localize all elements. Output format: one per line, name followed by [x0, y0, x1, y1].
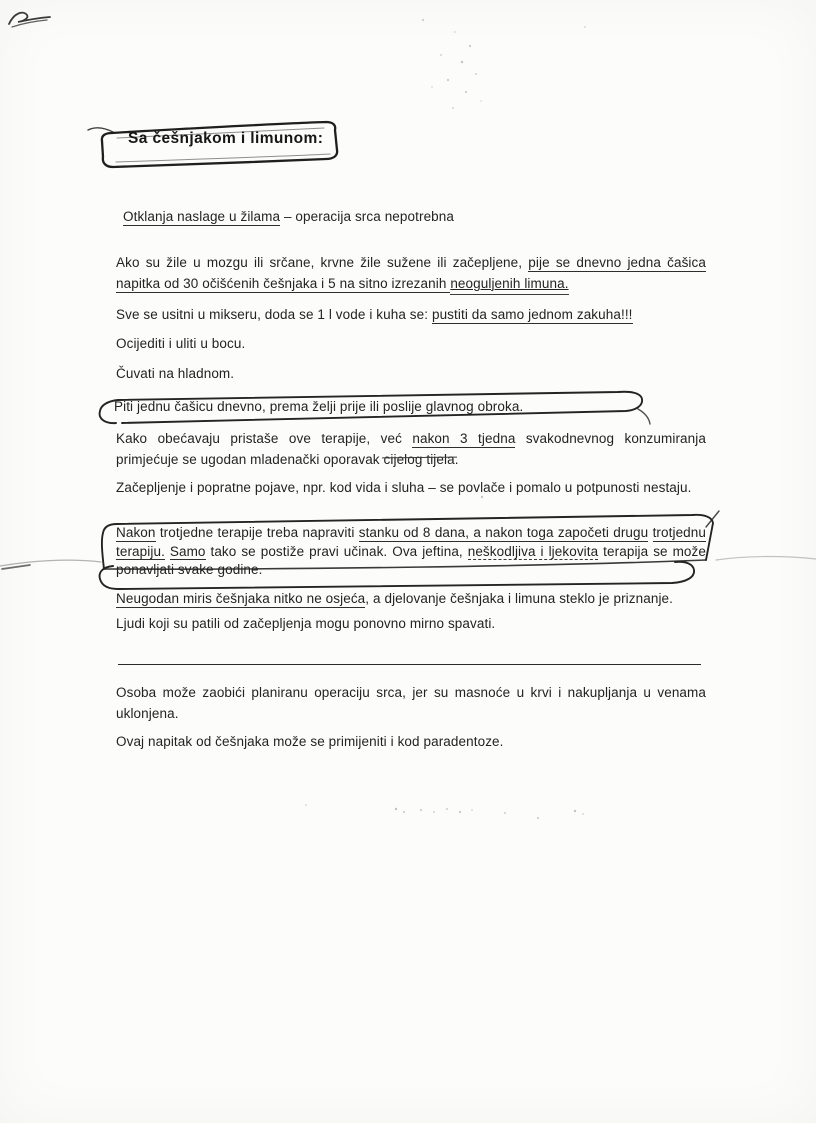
paragraph-strain: Ocijediti i uliti u bocu. [116, 336, 246, 351]
text-segment: nakon 3 tjedna [412, 431, 516, 446]
text-segment: Kako obećavaju pristaše ove terapije, već [116, 431, 413, 446]
paragraph-intro [116, 252, 706, 294]
text-segment: neoguljenih limuna. [450, 276, 568, 295]
text-segment: svakodnevnog konzumiranja primjećuje se ugodan mladenački oporavak [116, 431, 706, 467]
section-divider-line [118, 664, 701, 665]
text-segment: stanku od 8 dana, a nakon toga započeti drugu [358, 525, 649, 540]
text-segment: Neugodan miris češnjaka nitko ne osjeća [116, 591, 366, 606]
text-segment: , a djelovanje češnjaka i limuna steklo je priznanje. [365, 591, 674, 606]
paragraph-sleep: Ljudi koji su patili od začepljenja mogu ponovno mirno spavati. [116, 616, 496, 631]
subtitle-line [123, 206, 603, 227]
text-segment [648, 525, 652, 540]
page-title: Sa češnjakom i limunom: [128, 130, 324, 147]
text-segment: Nakon [116, 525, 156, 540]
paragraph-keep-cold: Čuvati na hladnom. [116, 366, 235, 381]
handwritten-scribble [9, 13, 50, 27]
text-segment: – operacija srca nepotrebna [280, 209, 455, 224]
boxed-cycle-paragraph [116, 524, 706, 580]
text-segment: tako se postiže pravi učinak. Ova jeftina, [205, 543, 468, 559]
text-segment: pije se dnevno jedna čašica napitka od 30 očišćenih češnjaka i 5 na sitno izrezanih [116, 255, 706, 291]
text-segment: neškodljiva i ljekovita [467, 543, 599, 559]
text-segment: pustiti da samo jednom zakuha!!! [431, 307, 633, 322]
text-segment: Otklanja naslage u žilama [123, 209, 281, 224]
text-segment: Sve se usitni u mikseru, doda se 1 l vode i kuha se: [116, 307, 432, 322]
paragraph-promise [116, 428, 706, 470]
boxed-dose-line: Piti jednu čašicu dnevno, prema želji prije ili poslije glavnog obroka. [114, 399, 524, 414]
text-segment: trotjednu terapiju. [116, 525, 706, 559]
text-segment: . [454, 452, 459, 467]
paragraph-smell [116, 588, 756, 609]
text-segment: trotjedne terapije treba napraviti [155, 525, 359, 540]
paragraph-periodontitis: Ovaj napitak od češnjaka može se primijeniti i kod paradentoze. [116, 734, 504, 749]
text-segment: Ako su žile u mozgu ili srčane, krvne žile sužene ili začepljene, [116, 255, 529, 270]
text-segment: cijelog tijela [383, 452, 455, 467]
paragraph-blend [116, 304, 756, 325]
text-segment: Samo [169, 543, 206, 559]
text-segment: terapija se može ponavljati svake godine. [116, 543, 706, 577]
paragraph-surgery: Osoba može zaobići planiranu operaciju srca, jer su masnoće u krvi i nakupljanja u venama uklonjena. [116, 685, 706, 721]
paragraph-symptoms: Začepljenje i popratne pojave, npr. kod vida i sluha – se povlače i pomalo u potpunosti nestaju. [116, 480, 692, 495]
